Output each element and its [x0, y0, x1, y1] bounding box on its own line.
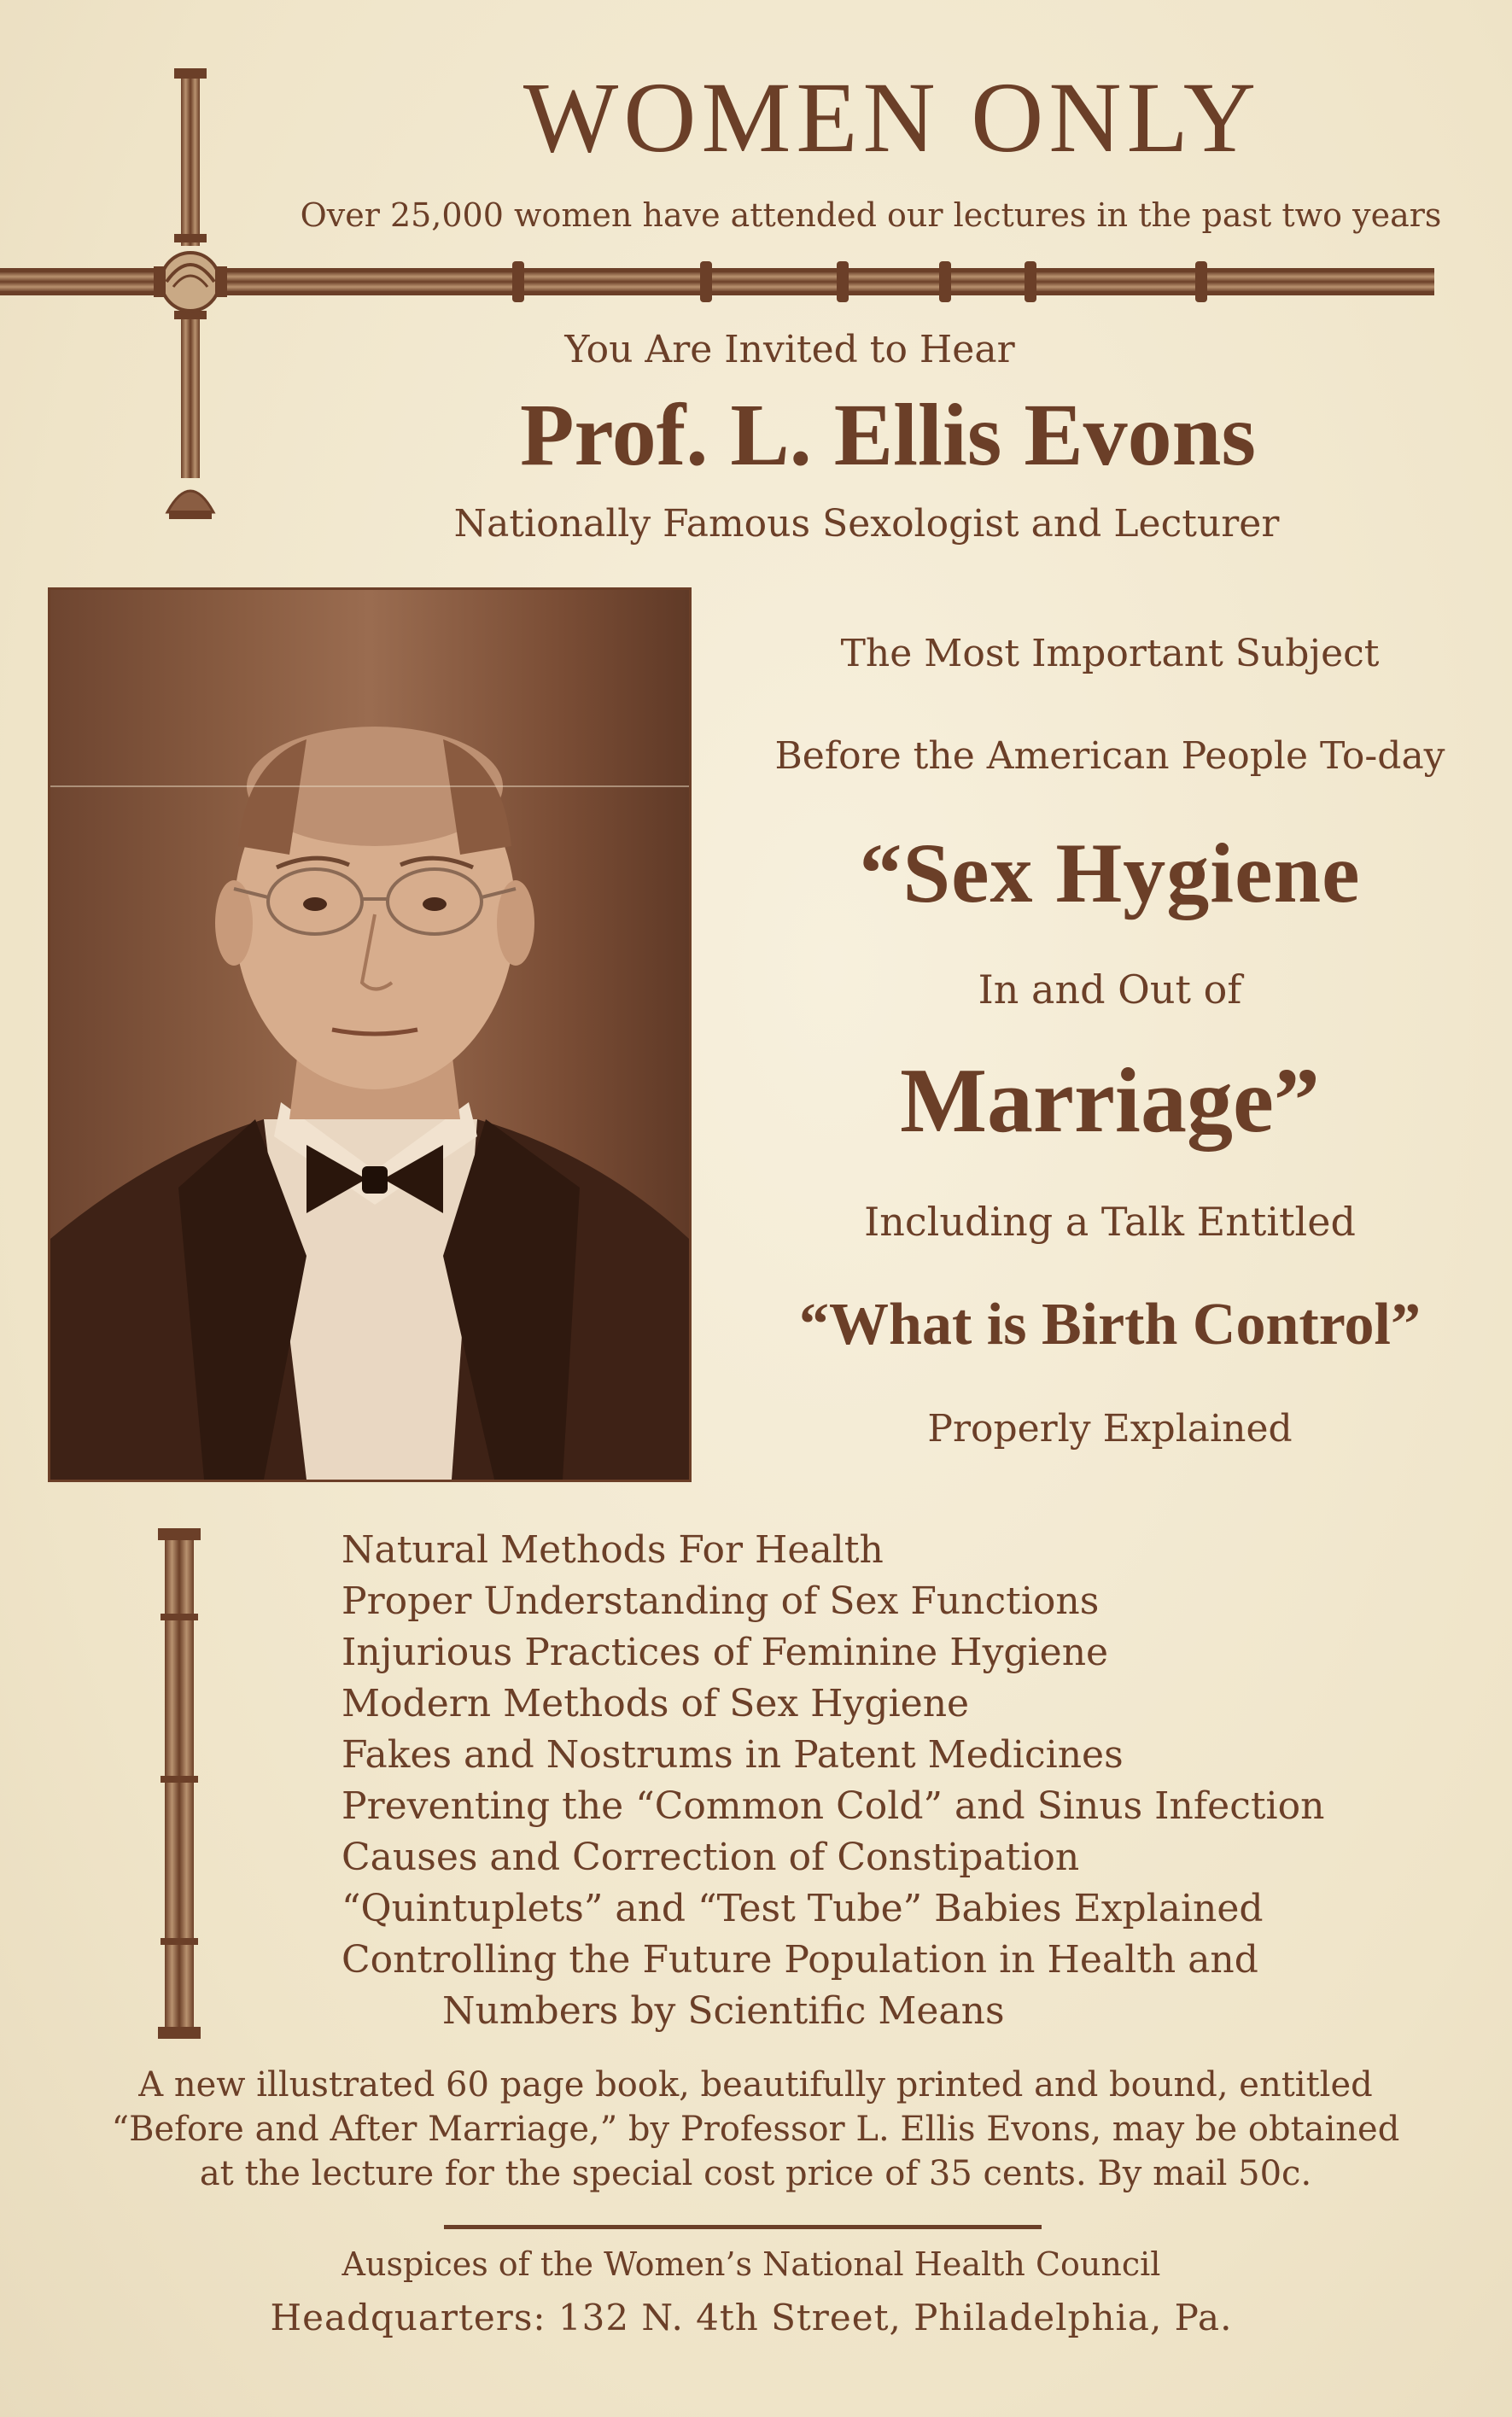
- headline: WOMEN ONLY: [522, 61, 1262, 173]
- lecture-title-line-2: In and Out of: [978, 966, 1242, 1013]
- horizontal-column-bar: [0, 253, 1434, 311]
- topic-item: Proper Understanding of Sex Functions: [342, 1579, 1100, 1623]
- book-notice-line-2: “Before and After Marriage,” by Professor L. Ellis Evons, may be obtained: [111, 2110, 1400, 2149]
- speaker-name: Prof. L. Ellis Evons: [519, 386, 1256, 484]
- talk-title: “What is Birth Control”: [799, 1292, 1421, 1357]
- speaker-title: Nationally Famous Sexologist and Lecturer: [453, 502, 1280, 546]
- subject-line-2: Before the American People To-day: [774, 734, 1445, 778]
- book-notice-line-3: at the lecture for the special cost price of 35 cents. By mail 50c.: [199, 2154, 1312, 2193]
- portrait-illustration: [50, 590, 689, 1480]
- subheadline: Over 25,000 women have attended our lectures in the past two years: [300, 196, 1442, 234]
- topic-item: Natural Methods For Health: [342, 1528, 884, 1572]
- topic-item: Preventing the “Common Cold” and Sinus Infection: [342, 1784, 1325, 1828]
- talk-intro: Including a Talk Entitled: [864, 1199, 1356, 1245]
- topic-item: Controlling the Future Population in Health and: [342, 1938, 1258, 1982]
- topic-item: Causes and Correction of Constipation: [342, 1836, 1080, 1879]
- topic-item: Numbers by Scientific Means: [442, 1989, 1005, 2033]
- lecture-title-line-3: Marriage”: [900, 1050, 1320, 1152]
- topic-item: Injurious Practices of Feminine Hygiene: [342, 1631, 1109, 1674]
- vertical-column-topics: [158, 1528, 201, 2039]
- headquarters-address: Headquarters: 132 N. 4th Street, Philadelphia, Pa.: [270, 2297, 1233, 2338]
- lecture-title-line-1: “Sex Hygiene: [859, 826, 1361, 920]
- book-notice-line-1: A new illustrated 60 page book, beautifully printed and bound, entitled: [138, 2065, 1373, 2105]
- auspices-line: Auspices of the Women’s National Health Council: [342, 2245, 1161, 2283]
- subject-line-1: The Most Important Subject: [840, 632, 1380, 675]
- topic-item: “Quintuplets” and “Test Tube” Babies Explained: [342, 1887, 1264, 1930]
- topic-item: Modern Methods of Sex Hygiene: [342, 1682, 970, 1725]
- topic-item: Fakes and Nostrums in Patent Medicines: [342, 1733, 1124, 1777]
- book-notice: [102, 2063, 1409, 2196]
- talk-subtitle: Properly Explained: [927, 1407, 1293, 1451]
- speaker-portrait-photo: [48, 587, 692, 1482]
- topics-list: [342, 1525, 1477, 2037]
- invitation-line: You Are Invited to Hear: [564, 328, 1015, 371]
- divider-rule: [444, 2225, 1042, 2229]
